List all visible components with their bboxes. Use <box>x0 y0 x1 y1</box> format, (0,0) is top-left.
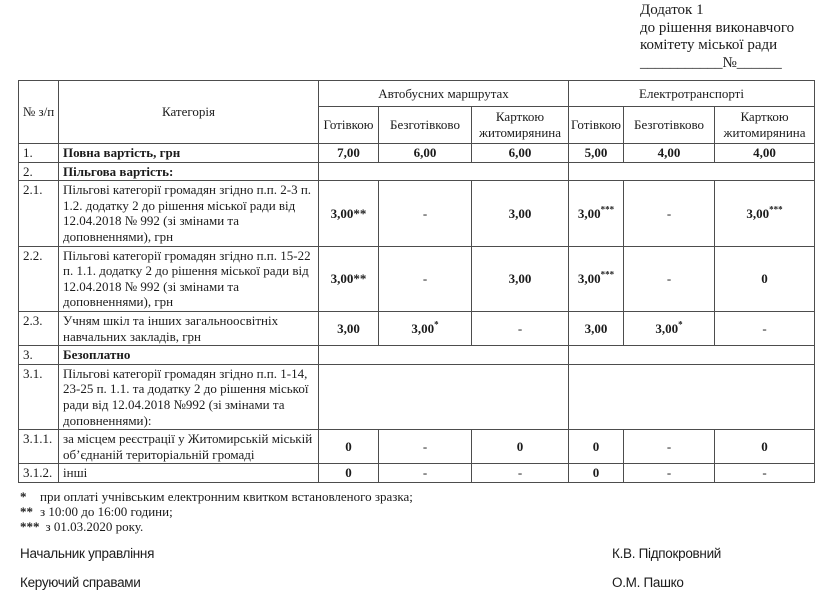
cell-category: Пільгові категорії громадян згідно п.п. 1-14, 23-25 п. 1.1. та додатку 2 до рішення міської ради від 12.04.2018 №992 (зі змінами та доповненнями): <box>59 364 319 429</box>
signatures <box>20 546 745 590</box>
cell-value: 4,00 <box>624 144 715 163</box>
footnotes <box>20 489 823 534</box>
col-header-bus-cash: Готівкою <box>319 107 379 144</box>
table-row <box>19 346 815 365</box>
cell-value-merged <box>319 364 569 429</box>
signature-row <box>20 575 745 590</box>
table-row <box>19 181 815 246</box>
cell-row-number: 2.2. <box>19 246 59 311</box>
col-header-num: № з/п <box>19 81 59 144</box>
cell-value: - <box>472 464 569 483</box>
annex-line: Додаток 1 <box>640 2 704 18</box>
col-header-electro-cashless: Безготівково <box>624 107 715 144</box>
col-header-electro-cash: Готівкою <box>569 107 624 144</box>
footnote-marker: ** <box>20 503 33 519</box>
footnote-marker: * <box>20 488 27 504</box>
annex-line: ___________№______ <box>640 54 782 71</box>
col-header-electro-citycard: Карткою житомирянина <box>715 107 815 144</box>
cell-value: - <box>624 464 715 483</box>
footnote-marker: *** <box>20 518 40 534</box>
cell-value: 0 <box>715 430 815 464</box>
cell-value: 3,00* <box>624 311 715 345</box>
signature-name: К.В. Підпокровний <box>612 545 722 561</box>
cell-category: Повна вартість, грн <box>59 144 319 163</box>
cell-value: - <box>379 464 472 483</box>
cell-value: 3,00 <box>472 246 569 311</box>
cell-value: 4,00 <box>715 144 815 163</box>
cell-value: 3,00*** <box>569 246 624 311</box>
cell-category: Пільгові категорії громадян згідно п.п. 15-22 п. 1.1. додатку 2 до рішення міської ради від 12.04.2018 № 992 (зі змінами та доповненнями), грн <box>59 246 319 311</box>
col-header-bus-citycard: Карткою житомирянина <box>472 107 569 144</box>
cell-category: за місцем реєстрації у Житомирській міській об’єднаній територіальній громаді <box>59 430 319 464</box>
cell-value: 3,00 <box>319 311 379 345</box>
cell-value: 3,00*** <box>569 181 624 246</box>
cell-value-merged <box>319 162 569 181</box>
signature-title: Начальник управління <box>20 545 155 561</box>
cell-row-number: 2.1. <box>19 181 59 246</box>
cell-value: 3,00** <box>319 181 379 246</box>
table-row <box>19 464 815 483</box>
col-header-bus-cashless: Безготівково <box>379 107 472 144</box>
cell-value: 0 <box>319 464 379 483</box>
footnote <box>20 504 823 519</box>
footnote-text: при оплаті учнівським електронним квитком встановленого зразка; <box>40 488 413 504</box>
cell-value: 3,00 <box>569 311 624 345</box>
table-row <box>19 144 815 163</box>
cell-value: 3,00 <box>472 181 569 246</box>
col-header-category: Категорія <box>59 81 319 144</box>
table-row <box>19 162 815 181</box>
annex-header <box>640 2 823 72</box>
tariff-table <box>18 80 815 483</box>
cell-value: - <box>624 246 715 311</box>
footnote <box>20 519 823 534</box>
cell-value: 5,00 <box>569 144 624 163</box>
footnote-text: з 01.03.2020 року. <box>45 518 144 534</box>
cell-row-number: 3. <box>19 346 59 365</box>
cell-value-merged <box>569 162 815 181</box>
signature-title: Керуючий справами <box>20 574 141 590</box>
cell-value: - <box>379 246 472 311</box>
table-row <box>19 246 815 311</box>
table-row <box>19 311 815 345</box>
cell-value: 7,00 <box>319 144 379 163</box>
cell-value: - <box>379 181 472 246</box>
cell-value: 3,00* <box>379 311 472 345</box>
cell-row-number: 1. <box>19 144 59 163</box>
cell-category: Безоплатно <box>59 346 319 365</box>
cell-category: Пільгові категорії громадян згідно п.п. 2-3 п. 1.2. додатку 2 до рішення міської ради від 12.04.2018 № 992 (зі змінами та доповненнями), грн <box>59 181 319 246</box>
footnote <box>20 489 823 504</box>
tariff-table-body <box>19 144 815 483</box>
cell-value-merged <box>319 346 569 365</box>
annex-line: до рішення виконавчого <box>640 19 795 36</box>
table-row <box>19 364 815 429</box>
cell-value: - <box>379 430 472 464</box>
annex-line: комітету міської ради <box>640 37 778 53</box>
cell-value: 0 <box>319 430 379 464</box>
cell-row-number: 3.1.2. <box>19 464 59 483</box>
cell-value: 6,00 <box>379 144 472 163</box>
footnote-text: з 10:00 до 16:00 години; <box>40 503 173 519</box>
cell-value: 0 <box>569 464 624 483</box>
cell-category: Пільгова вартість: <box>59 162 319 181</box>
cell-value: - <box>715 464 815 483</box>
col-group-bus-routes: Автобусних маршрутах <box>319 81 569 107</box>
cell-category: інші <box>59 464 319 483</box>
cell-row-number: 2. <box>19 162 59 181</box>
cell-row-number: 2.3. <box>19 311 59 345</box>
cell-value: 6,00 <box>472 144 569 163</box>
cell-value: - <box>715 311 815 345</box>
col-group-electrotransport: Електротранспорті <box>569 81 815 107</box>
cell-value: - <box>624 181 715 246</box>
cell-value: 3,00** <box>319 246 379 311</box>
cell-category: Учням шкіл та інших загальноосвітніх навчальних закладів, грн <box>59 311 319 345</box>
cell-value: 0 <box>472 430 569 464</box>
cell-value: 0 <box>569 430 624 464</box>
cell-value: - <box>472 311 569 345</box>
cell-value: 3,00*** <box>715 181 815 246</box>
cell-value: - <box>624 430 715 464</box>
cell-row-number: 3.1.1. <box>19 430 59 464</box>
signature-name: О.М. Пашко <box>612 574 684 590</box>
cell-value-merged <box>569 364 815 429</box>
cell-value-merged <box>569 346 815 365</box>
cell-value: 0 <box>715 246 815 311</box>
cell-row-number: 3.1. <box>19 364 59 429</box>
signature-row <box>20 546 745 561</box>
table-row <box>19 430 815 464</box>
